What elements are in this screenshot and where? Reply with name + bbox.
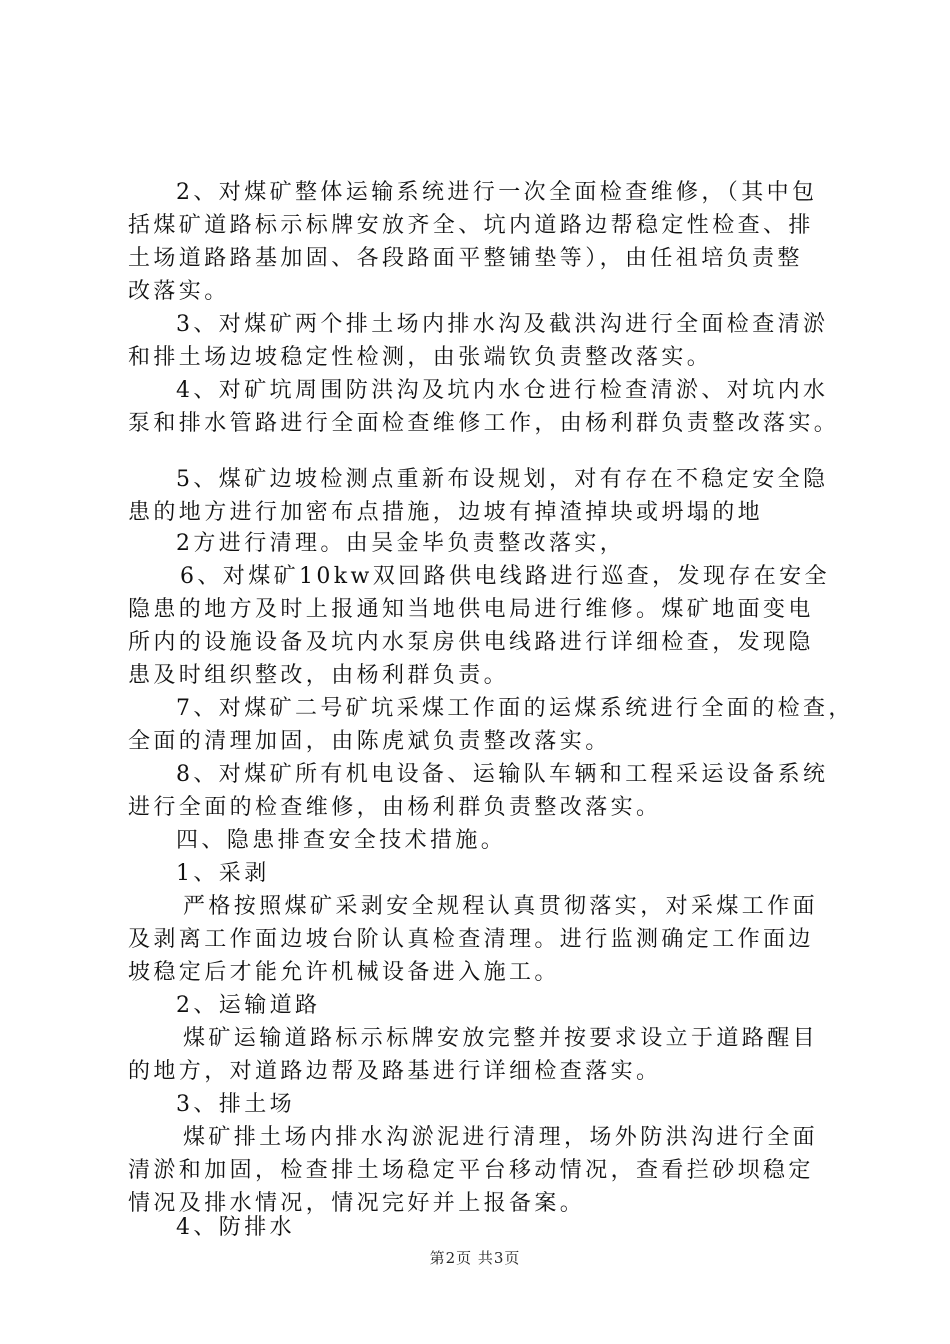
paragraph-line: 8、对煤矿所有机电设备、运输队车辆和工程采运设备系统 <box>176 762 829 787</box>
paragraph-line: 隐患的地方及时上报通知当地供电局进行维修。煤矿地面变电 <box>128 597 814 622</box>
paragraph-line: 2、对煤矿整体运输系统进行一次全面检查维修，（其中包 <box>176 180 818 205</box>
paragraph-line: 清淤和加固，检查排土场稳定平台移动情况，查看拦砂坝稳定 <box>128 1158 814 1183</box>
paragraph-line: 煤矿排土场内排水沟淤泥进行清理，场外防洪沟进行全面 <box>183 1125 819 1150</box>
paragraph-line: 4、对矿坑周围防洪沟及坑内水仓进行检查清淤、对坑内水 <box>176 378 829 403</box>
page-number-footer: 第2页 共3页 <box>429 1249 521 1267</box>
paragraph-line: 5、煤矿边坡检测点重新布设规划，对有存在不稳定安全隐 <box>176 467 829 492</box>
paragraph-line: 全面的清理加固，由陈虎斌负责整改落实。 <box>128 729 611 754</box>
paragraph-line: 的地方，对道路边帮及路基进行详细检查落实。 <box>128 1059 662 1084</box>
paragraph-line: 患及时组织整改，由杨利群负责。 <box>128 663 510 688</box>
paragraph-line: 土场道路路基加固、各段路面平整铺垫等），由任祖培负责整 <box>128 246 803 271</box>
subsection-heading: 3、排土场 <box>176 1092 295 1117</box>
paragraph-line: 所内的设施设备及坑内水泵房供电线路进行详细检查，发现隐 <box>128 630 814 655</box>
paragraph-line: 3、对煤矿两个排土场内排水沟及截洪沟进行全面检查清淤 <box>176 312 829 337</box>
subsection-heading: 2、运输道路 <box>176 993 321 1018</box>
subsection-heading: 4、防排水 <box>176 1215 295 1240</box>
paragraph-line: 严格按照煤矿采剥安全规程认真贯彻落实，对采煤工作面 <box>183 894 819 919</box>
paragraph-line: 及剥离工作面边坡台阶认真检查清理。进行监测确定工作面边 <box>128 927 814 952</box>
paragraph-line: 患的地方进行加密布点措施，边坡有掉渣掉块或坍塌的地 <box>128 500 764 525</box>
subsection-heading: 1、采剥 <box>176 861 270 886</box>
paragraph-line: 进行全面的检查维修，由杨利群负责整改落实。 <box>128 795 662 820</box>
section-heading: 四、隐患排查安全技术措施。 <box>176 828 507 853</box>
paragraph-line: 6、对煤矿10kw双回路供电线路进行巡查，发现存在安全 <box>180 564 830 589</box>
paragraph-line: 改落实。 <box>128 279 230 304</box>
paragraph-line: 坡稳定后才能允许机械设备进入施工。 <box>128 960 560 985</box>
paragraph-line: 煤矿运输道路标示标牌安放完整并按要求设立于道路醒目 <box>183 1026 819 1051</box>
paragraph-line: 2方进行清理。由吴金毕负责整改落实， <box>176 531 626 556</box>
paragraph-line: 括煤矿道路标示标牌安放齐全、坑内道路边帮稳定性检查、排 <box>128 213 814 238</box>
paragraph-line: 7、对煤矿二号矿坑采煤工作面的运煤系统进行全面的检查， <box>176 696 854 721</box>
paragraph-line: 泵和排水管路进行全面检查维修工作，由杨利群负责整改落实。 <box>128 411 840 436</box>
paragraph-line: 和排土场边坡稳定性检测，由张端钦负责整改落实。 <box>128 345 713 370</box>
paragraph-line: 情况及排水情况，情况完好并上报备案。 <box>128 1191 586 1216</box>
